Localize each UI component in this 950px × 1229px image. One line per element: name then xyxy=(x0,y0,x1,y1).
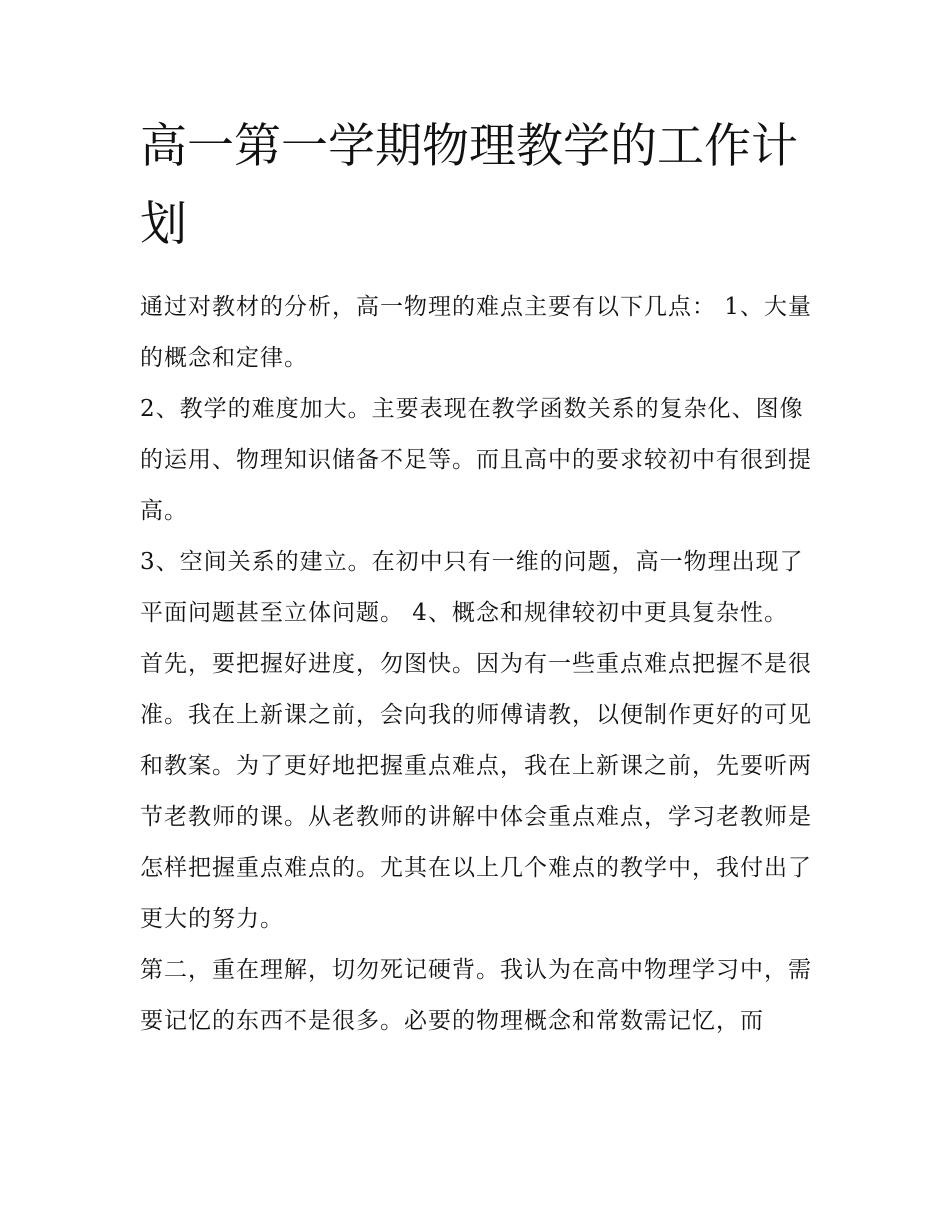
document-body xyxy=(140,108,812,1047)
paragraph-first-point: 首先，要把握好进度，勿图快。因为有一些重点难点把握不是很准。我在上新课之前，会向我的师傅请教，以便制作更好的可见和教案。为了更好地把握重点难点，我在上新课之前，先要听两节老教师的课。从老教师的讲解中体会重点难点，学习老教师是怎样把握重点难点的。尤其在以上几个难点的教学中，我付出了更大的努力。 xyxy=(140,651,812,932)
paragraph-second-point: 第二，重在理解，切勿死记硬背。我认为在高中物理学习中，需要记忆的东西不是很多。必要的物理概念和常数需记忆，而 xyxy=(140,957,812,1034)
document-title: 高一第一学期物理教学的工作计划 xyxy=(140,119,798,252)
paragraph-difficulty-3-4: 3、空间关系的建立。在初中只有一维的问题，高一物理出现了平面问题甚至立体问题。 4、概念和规律较初中更具复杂性。 xyxy=(140,549,804,626)
paragraph-difficulty-2: 2、教学的难度加大。主要表现在教学函数关系的复杂化、图像的运用、物理知识储备不足等。而且高中的要求较初中有很到提高。 xyxy=(140,396,812,524)
paragraph-difficulties-intro: 通过对教材的分析，高一物理的难点主要有以下几点： 1、大量的概念和定律。 xyxy=(140,294,812,371)
